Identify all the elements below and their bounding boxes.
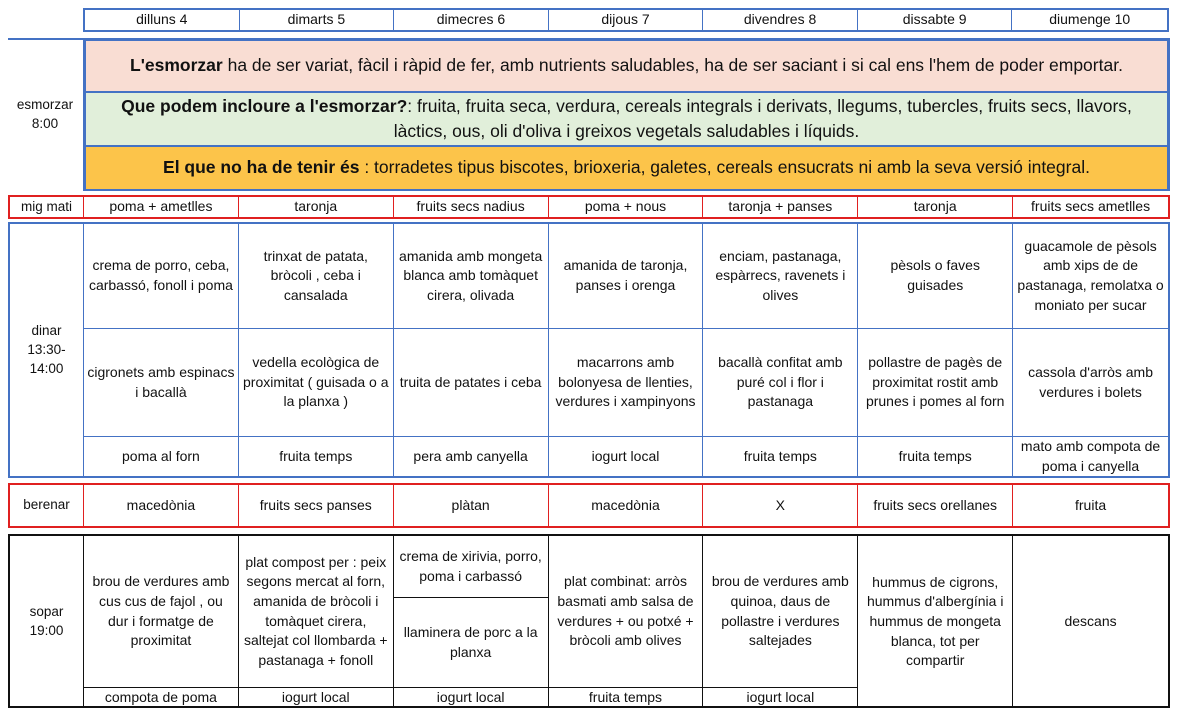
dinner-dessert: iogurt local bbox=[394, 688, 549, 708]
mid-morning-label: mig mati bbox=[10, 197, 84, 217]
lunch-first-course: trinxat de patata, bròcoli , ceba i cansalada bbox=[239, 224, 394, 329]
snack-label: berenar bbox=[10, 485, 84, 526]
dinner-label-time: 19:00 bbox=[29, 622, 64, 638]
dinner-label-name: sopar bbox=[29, 603, 64, 619]
lunch-first-course: crema de porro, ceba, carbassó, fonoll i poma bbox=[84, 224, 239, 329]
dinner-dessert: iogurt local bbox=[239, 688, 394, 708]
lunch-second-course: cigronets amb espinacs i bacallà bbox=[84, 329, 239, 437]
info-text: : torradetes tipus biscotes, brioxeria, galetes, cereals ensucrats ni amb la seva versió integral. bbox=[359, 157, 1090, 178]
days-header bbox=[83, 8, 1169, 32]
lunch-second-course: cassola d'arròs amb verdures i bolets bbox=[1013, 329, 1168, 437]
lunch-label-time: 13:30- bbox=[27, 341, 66, 357]
dinner-main: plat compost per : peix segons mercat al forn, amanida de bròcoli i tomàquet cirera, saltejat col llombarda + pastanaga + fonoll bbox=[239, 536, 394, 688]
dinner-first-course: crema de xirivia, porro, poma i carbassó bbox=[394, 536, 549, 598]
lunch-dessert: mato amb compota de poma i canyella bbox=[1020, 438, 1161, 474]
lunch-table bbox=[8, 222, 1170, 478]
day-header: dijous 7 bbox=[549, 10, 704, 30]
lunch-second-course: macarrons amb bolonyesa de llenties, verdures i xampinyons bbox=[549, 329, 704, 437]
lunch-dessert: fruita temps bbox=[703, 437, 858, 476]
day-header: diumenge 10 bbox=[1049, 11, 1131, 28]
lunch-label-time-end: 14:00 bbox=[29, 360, 64, 376]
mid-morning-row bbox=[8, 195, 1170, 219]
breakfast-info-include bbox=[85, 92, 1168, 146]
lunch-second-course: truita de patates i ceba bbox=[394, 329, 549, 437]
dinner-main: descans bbox=[1064, 613, 1117, 629]
mid-morning-item: fruits secs ametlles bbox=[1031, 198, 1151, 215]
mid-morning-item: taronja + panses bbox=[703, 197, 858, 217]
day-header: dissabte 9 bbox=[858, 10, 1013, 30]
lunch-first-course: amanida de taronja, panses i orenga bbox=[549, 224, 704, 329]
day-header: dimecres 6 bbox=[394, 10, 549, 30]
lunch-second-course: vedella ecològica de proximitat ( guisada o a la planxa ) bbox=[239, 329, 394, 437]
mid-morning-item: taronja bbox=[239, 197, 394, 217]
mid-morning-item: fruits secs nadius bbox=[394, 197, 549, 217]
lunch-second-course: pollastre de pagès de proximitat rostit amb prunes i pomes al forn bbox=[858, 329, 1013, 437]
snack-item: plàtan bbox=[394, 485, 549, 526]
day-header: divendres 8 bbox=[703, 10, 858, 30]
snack-item: macedònia bbox=[84, 485, 239, 526]
mid-morning-item: poma + nous bbox=[549, 197, 704, 217]
breakfast-label bbox=[8, 40, 82, 190]
dinner-dessert: fruita temps bbox=[549, 688, 704, 708]
dinner-table bbox=[8, 534, 1170, 708]
snack-item: macedònia bbox=[549, 485, 704, 526]
snack-item: fruits secs orellanes bbox=[858, 485, 1013, 526]
lunch-label bbox=[10, 224, 84, 476]
info-bold: El que no ha de tenir és bbox=[163, 157, 360, 178]
breakfast-label-name: esmorzar bbox=[16, 97, 74, 113]
lunch-dessert: fruita temps bbox=[858, 437, 1013, 476]
snack-item: fruits secs panses bbox=[239, 485, 394, 526]
lunch-first-course: pèsols o faves guisades bbox=[858, 224, 1013, 329]
lunch-dessert: poma al forn bbox=[84, 437, 239, 476]
lunch-second-course: bacallà confitat amb puré col i flor i pastanaga bbox=[703, 329, 858, 437]
lunch-dessert: iogurt local bbox=[549, 437, 704, 476]
day-header: dilluns 4 bbox=[85, 10, 240, 30]
info-bold: Que podem incloure a l'esmorzar? bbox=[121, 95, 408, 116]
dinner-dessert: iogurt local bbox=[703, 688, 858, 708]
info-text: : fruita, fruita seca, verdura, cereals integrals i derivats, llegums, tubercles, fruits secs, llavors, làctics, ous, oli d'oliva i greixos vegetals saludables i líquids. bbox=[393, 95, 1132, 141]
dinner-dessert: compota de poma bbox=[84, 688, 239, 708]
lunch-first-course: enciam, pastanaga, espàrrecs, ravenets i olives bbox=[703, 224, 858, 329]
snack-item: X bbox=[703, 485, 858, 526]
info-bold: L'esmorzar bbox=[130, 55, 223, 76]
lunch-label-name: dinar bbox=[31, 322, 62, 338]
info-text: ha de ser variat, fàcil i ràpid de fer, amb nutrients saludables, ha de ser saciant i si cal ens l'hem de poder emportar. bbox=[222, 55, 1123, 76]
breakfast-info-avoid bbox=[85, 146, 1168, 190]
lunch-dessert: fruita temps bbox=[239, 437, 394, 476]
snack-item: fruita bbox=[1075, 496, 1107, 513]
lunch-first-course: amanida amb mongeta blanca amb tomàquet cirera, olivada bbox=[394, 224, 549, 329]
dinner-main: plat combinat: arròs basmati amb salsa de verdures + ou potxé + bròcoli amb olives bbox=[549, 536, 704, 688]
lunch-dessert: pera amb canyella bbox=[394, 437, 549, 476]
mid-morning-item: poma + ametlles bbox=[84, 197, 239, 217]
mid-morning-item: taronja bbox=[858, 197, 1013, 217]
snack-row bbox=[8, 483, 1170, 528]
day-header: dimarts 5 bbox=[240, 10, 395, 30]
dinner-main: hummus de cigrons, hummus d'albergínia i hummus de mongeta blanca, tot per compartir bbox=[858, 536, 1013, 708]
dinner-second-course: llaminera de porc a la planxa bbox=[394, 598, 549, 688]
breakfast-label-time: 8:00 bbox=[31, 116, 59, 131]
dinner-main: brou de verdures amb cus cus de fajol , ou dur i formatge de proximitat bbox=[84, 536, 239, 688]
dinner-main: brou de verdures amb quinoa, daus de pollastre i verdures saltejades bbox=[703, 536, 858, 688]
breakfast-info-variety bbox=[85, 40, 1168, 92]
lunch-first-course: guacamole de pèsols amb xips de de pastanaga, remolatxa o moniato per sucar bbox=[1013, 224, 1168, 329]
dinner-label bbox=[10, 536, 84, 708]
